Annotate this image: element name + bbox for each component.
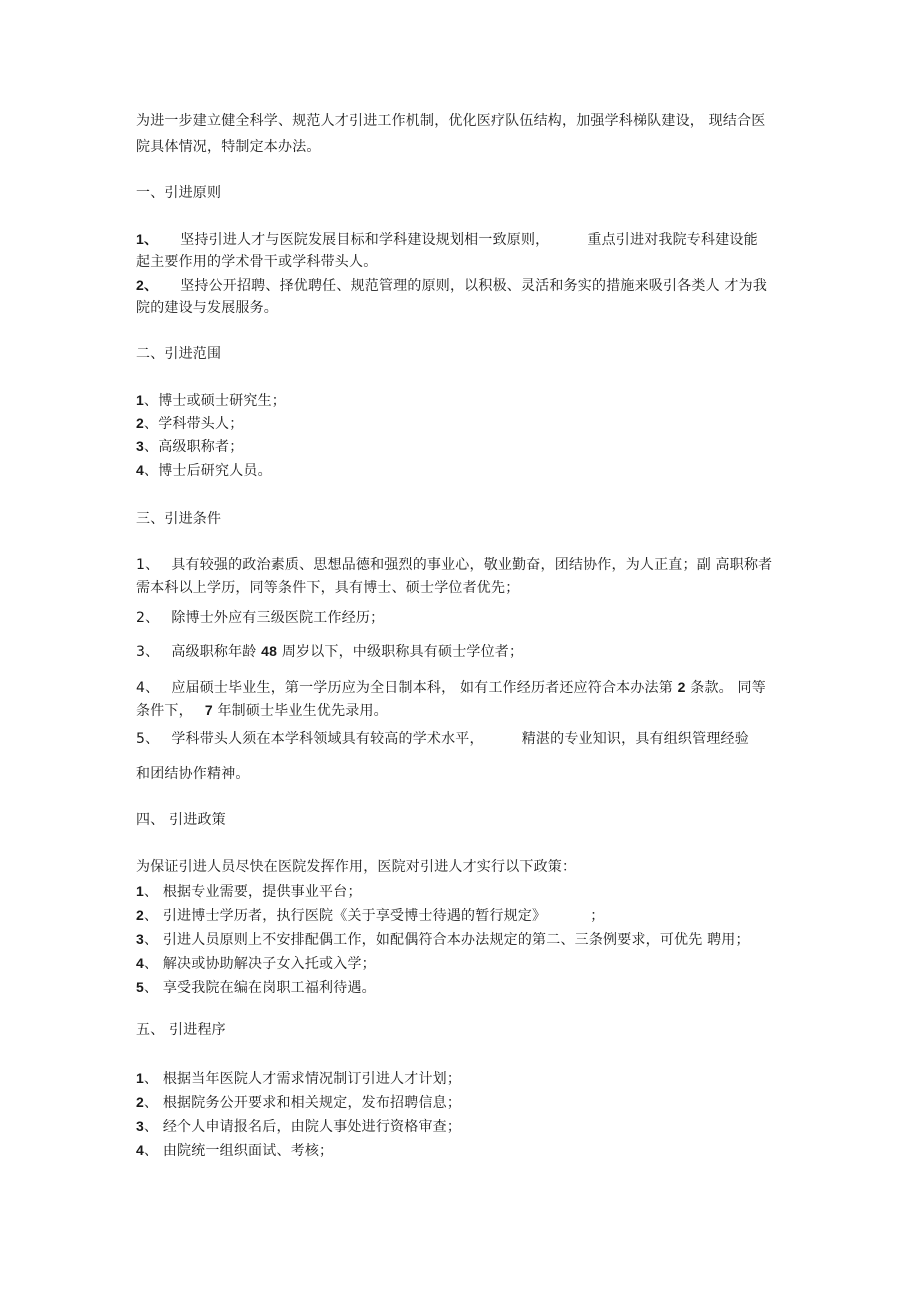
condition-item-4-line-2 bbox=[136, 700, 388, 721]
scope-item-number: 4 bbox=[136, 462, 144, 478]
section-heading-principles: 一、引进原则 bbox=[136, 185, 222, 201]
policy-item-text: 、 根据专业需要，提供事业平台； bbox=[144, 884, 362, 900]
policy-item-text: 、 享受我院在编在岗职工福利待遇。 bbox=[144, 980, 376, 996]
scope-item-text: 、博士后研究人员。 bbox=[144, 463, 272, 479]
policy-item-number: 4 bbox=[136, 955, 144, 971]
policy-item-text-end: ； bbox=[590, 908, 605, 924]
intro-line-2: 院具体情况，特制定本办法。 bbox=[136, 139, 321, 155]
policies-intro: 为保证引进人员尽快在医院发挥作用，医院对引进人才实行以下政策： bbox=[136, 859, 577, 875]
scope-item-number: 1 bbox=[136, 392, 144, 408]
policy-item bbox=[136, 905, 604, 926]
policy-item bbox=[136, 953, 376, 974]
policy-item-text: 、 引进人员原则上不安排配偶工作，如配偶符合本办法规定的第二、三条例要求，可优先 聘用； bbox=[144, 932, 750, 948]
condition-item-3-text-a: 高级职称年龄 bbox=[171, 644, 257, 660]
policy-item-number: 5 bbox=[136, 979, 144, 995]
scope-item-number: 2 bbox=[136, 415, 144, 431]
scope-item-text: 、高级职称者； bbox=[144, 439, 244, 455]
principle-item-2-number: 2、 bbox=[136, 277, 159, 293]
condition-item-4-text-b: 条款。 同等 bbox=[690, 680, 766, 696]
scope-item bbox=[136, 390, 286, 411]
scope-item bbox=[136, 436, 243, 457]
condition-item-1-text: 具有较强的政治素质、思想品德和强烈的事业心，敬业勤奋，团结协作，为人正直；副 高职称者 bbox=[171, 557, 773, 573]
intro-line-1: 为进一步建立健全科学、规范人才引进工作机制，优化医疗队伍结构，加强学科梯队建设， 现结合医 bbox=[136, 113, 766, 129]
condition-item-4-years: 7 bbox=[204, 702, 213, 718]
scope-item-text: 、学科带头人； bbox=[144, 416, 244, 432]
condition-item-5-line-2: 和团结协作精神。 bbox=[136, 766, 250, 782]
principle-item-1-text-b: 重点引进对我院专科建设能 bbox=[587, 232, 758, 248]
scope-item-text: 、博士或硕士研究生； bbox=[144, 393, 286, 409]
principle-item-1-line-2: 起主要作用的学术骨干或学科带头人。 bbox=[136, 254, 378, 270]
condition-item-5-text-b: 精湛的专业知识，具有组织管理经验 bbox=[521, 731, 749, 747]
policy-item bbox=[136, 977, 376, 998]
policy-item-number: 1 bbox=[136, 883, 144, 899]
condition-item-1-line-2: 需本科以上学历，同等条件下，具有博士、硕士学位者优先； bbox=[136, 580, 520, 596]
section-heading-policies: 四、 引进政策 bbox=[136, 812, 226, 828]
section-heading-procedures: 五、 引进程序 bbox=[136, 1022, 226, 1038]
procedure-item-number: 1 bbox=[136, 1070, 144, 1086]
principle-item-2-line-2: 院的建设与发展服务。 bbox=[136, 300, 278, 316]
section-heading-scope: 二、引进范围 bbox=[136, 346, 222, 362]
policy-item-text: 、 解决或协助解决子女入托或入学； bbox=[144, 956, 376, 972]
procedure-item bbox=[136, 1116, 461, 1137]
condition-item-4-line-2-b: 年制硕士毕业生优先录用。 bbox=[217, 703, 388, 719]
condition-item-5-number: 5、 bbox=[136, 731, 160, 747]
condition-item-4 bbox=[136, 677, 766, 698]
condition-item-1 bbox=[136, 555, 772, 575]
condition-item-3-number: 3、 bbox=[136, 644, 160, 660]
procedure-item-text: 、 根据当年医院人才需求情况制订引进人才计划； bbox=[144, 1071, 462, 1087]
scope-item-number: 3 bbox=[136, 438, 144, 454]
policy-item bbox=[136, 881, 362, 902]
condition-item-3-age: 48 bbox=[261, 643, 278, 659]
condition-item-4-clause: 2 bbox=[677, 679, 686, 695]
policy-item-number: 2 bbox=[136, 907, 144, 923]
procedure-item-number: 4 bbox=[136, 1142, 144, 1158]
condition-item-5 bbox=[136, 729, 749, 749]
procedure-item bbox=[136, 1068, 461, 1089]
condition-item-2 bbox=[136, 608, 384, 628]
procedure-item bbox=[136, 1092, 461, 1113]
section-heading-conditions: 三、引进条件 bbox=[136, 511, 222, 527]
policy-item-number: 3 bbox=[136, 931, 144, 947]
scope-item bbox=[136, 413, 243, 434]
procedure-item-text: 、 由院统一组织面试、考核； bbox=[144, 1143, 334, 1159]
condition-item-4-text-a: 应届硕士毕业生，第一学历应为全日制本科， 如有工作经历者还应符合本办法第 bbox=[171, 680, 673, 696]
procedure-item-number: 2 bbox=[136, 1094, 144, 1110]
condition-item-2-text: 除博士外应有三级医院工作经历； bbox=[171, 610, 385, 626]
principle-item-1-text-a: 坚持引进人才与医院发展目标和学科建设规划相一致原则， bbox=[180, 232, 550, 248]
principle-item-1 bbox=[136, 229, 758, 250]
condition-item-5-text-a: 学科带头人须在本学科领域具有较高的学术水平， bbox=[171, 731, 484, 747]
condition-item-3-text-b: 周岁以下，中级职称具有硕士学位者； bbox=[281, 644, 524, 660]
policy-item-text: 、 引进博士学历者，执行医院《关于享受博士待遇的暂行规定》 bbox=[144, 908, 547, 924]
condition-item-3 bbox=[136, 641, 523, 662]
policy-item bbox=[136, 929, 750, 950]
condition-item-4-number: 4、 bbox=[136, 680, 160, 696]
condition-item-2-number: 2、 bbox=[136, 610, 160, 626]
procedure-item-number: 3 bbox=[136, 1118, 144, 1134]
procedure-item bbox=[136, 1140, 333, 1161]
condition-item-1-number: 1、 bbox=[136, 557, 160, 573]
condition-item-4-line-2-a: 条件下， bbox=[136, 703, 193, 719]
principle-item-2 bbox=[136, 275, 767, 296]
principle-item-2-text: 坚持公开招聘、择优聘任、规范管理的原则，以积极、灵活和务实的措施来吸引各类人 才为我 bbox=[180, 278, 768, 294]
procedure-item-text: 、 经个人申请报名后，由院人事处进行资格审查； bbox=[144, 1119, 462, 1135]
principle-item-1-number: 1、 bbox=[136, 231, 159, 247]
scope-item bbox=[136, 460, 272, 481]
procedure-item-text: 、 根据院务公开要求和相关规定，发布招聘信息； bbox=[144, 1095, 462, 1111]
